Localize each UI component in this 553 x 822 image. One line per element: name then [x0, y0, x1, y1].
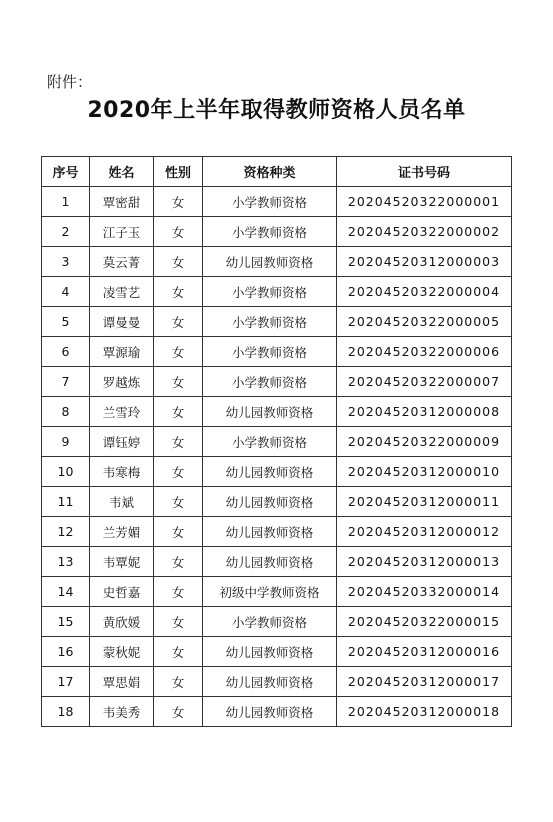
cell-certificate: 20204520312000003 [337, 247, 512, 277]
cell-qualification: 幼儿园教师资格 [203, 397, 337, 427]
table-row [42, 187, 512, 217]
cell-gender: 女 [154, 337, 203, 367]
table-row [42, 637, 512, 667]
cell-name: 韦覃妮 [90, 547, 154, 577]
cell-gender: 女 [154, 547, 203, 577]
cell-name: 兰芳媚 [90, 517, 154, 547]
cell-qualification: 幼儿园教师资格 [203, 547, 337, 577]
column-header-qualification: 资格种类 [203, 157, 337, 187]
table-row [42, 547, 512, 577]
cell-qualification: 幼儿园教师资格 [203, 457, 337, 487]
cell-qualification: 小学教师资格 [203, 367, 337, 397]
cell-name: 史哲嘉 [90, 577, 154, 607]
cell-gender: 女 [154, 427, 203, 457]
cell-certificate: 20204520322000004 [337, 277, 512, 307]
cell-certificate: 20204520322000015 [337, 607, 512, 637]
cell-gender: 女 [154, 307, 203, 337]
cell-qualification: 小学教师资格 [203, 307, 337, 337]
table-row [42, 427, 512, 457]
cell-index: 13 [42, 547, 90, 577]
cell-qualification: 初级中学教师资格 [203, 577, 337, 607]
table-row [42, 577, 512, 607]
cell-qualification: 幼儿园教师资格 [203, 247, 337, 277]
cell-certificate: 20204520312000013 [337, 547, 512, 577]
cell-qualification: 小学教师资格 [203, 607, 337, 637]
cell-index: 5 [42, 307, 90, 337]
cell-index: 18 [42, 697, 90, 727]
cell-qualification: 小学教师资格 [203, 277, 337, 307]
column-header-gender: 性别 [154, 157, 203, 187]
cell-index: 1 [42, 187, 90, 217]
cell-index: 16 [42, 637, 90, 667]
cell-index: 3 [42, 247, 90, 277]
cell-name: 覃思娟 [90, 667, 154, 697]
cell-name: 韦美秀 [90, 697, 154, 727]
cell-qualification: 幼儿园教师资格 [203, 487, 337, 517]
cell-qualification: 幼儿园教师资格 [203, 517, 337, 547]
cell-index: 17 [42, 667, 90, 697]
cell-certificate: 20204520312000008 [337, 397, 512, 427]
cell-certificate: 20204520322000001 [337, 187, 512, 217]
cell-name: 黄欣媛 [90, 607, 154, 637]
cell-name: 罗越炼 [90, 367, 154, 397]
cell-gender: 女 [154, 457, 203, 487]
cell-certificate: 20204520312000011 [337, 487, 512, 517]
cell-name: 覃源瑜 [90, 337, 154, 367]
table-row [42, 247, 512, 277]
cell-qualification: 小学教师资格 [203, 217, 337, 247]
cell-name: 韦斌 [90, 487, 154, 517]
cell-index: 15 [42, 607, 90, 637]
cell-gender: 女 [154, 187, 203, 217]
cell-index: 11 [42, 487, 90, 517]
cell-index: 7 [42, 367, 90, 397]
cell-qualification: 幼儿园教师资格 [203, 667, 337, 697]
cell-qualification: 幼儿园教师资格 [203, 697, 337, 727]
cell-gender: 女 [154, 637, 203, 667]
table-row [42, 307, 512, 337]
cell-certificate: 20204520312000016 [337, 637, 512, 667]
cell-gender: 女 [154, 397, 203, 427]
table-row [42, 217, 512, 247]
cell-certificate: 20204520322000002 [337, 217, 512, 247]
cell-gender: 女 [154, 667, 203, 697]
cell-gender: 女 [154, 277, 203, 307]
cell-qualification: 小学教师资格 [203, 187, 337, 217]
cell-name: 谭曼曼 [90, 307, 154, 337]
cell-certificate: 20204520312000010 [337, 457, 512, 487]
cell-index: 4 [42, 277, 90, 307]
table-row [42, 337, 512, 367]
cell-name: 覃密甜 [90, 187, 154, 217]
column-header-certificate: 证书号码 [337, 157, 512, 187]
table-row [42, 517, 512, 547]
cell-qualification: 幼儿园教师资格 [203, 637, 337, 667]
cell-gender: 女 [154, 217, 203, 247]
table-row [42, 457, 512, 487]
cell-name: 谭钰婷 [90, 427, 154, 457]
cell-qualification: 小学教师资格 [203, 427, 337, 457]
page-title: 2020年上半年取得教师资格人员名单 [87, 98, 466, 123]
cell-name: 江子玉 [90, 217, 154, 247]
table-row [42, 367, 512, 397]
column-header-name: 姓名 [90, 157, 154, 187]
table-row [42, 697, 512, 727]
teacher-qualification-table [41, 156, 512, 727]
table-row [42, 487, 512, 517]
cell-index: 8 [42, 397, 90, 427]
table-row [42, 397, 512, 427]
cell-index: 14 [42, 577, 90, 607]
cell-certificate: 20204520322000009 [337, 427, 512, 457]
cell-name: 兰雪玲 [90, 397, 154, 427]
cell-name: 凌雪艺 [90, 277, 154, 307]
cell-name: 韦寒梅 [90, 457, 154, 487]
cell-index: 6 [42, 337, 90, 367]
cell-qualification: 小学教师资格 [203, 337, 337, 367]
table-row [42, 667, 512, 697]
cell-index: 9 [42, 427, 90, 457]
table-row [42, 277, 512, 307]
cell-certificate: 20204520332000014 [337, 577, 512, 607]
cell-gender: 女 [154, 697, 203, 727]
cell-gender: 女 [154, 517, 203, 547]
cell-gender: 女 [154, 487, 203, 517]
cell-certificate: 20204520312000018 [337, 697, 512, 727]
cell-index: 12 [42, 517, 90, 547]
cell-certificate: 20204520312000017 [337, 667, 512, 697]
table-row [42, 607, 512, 637]
cell-certificate: 20204520322000007 [337, 367, 512, 397]
cell-name: 莫云菁 [90, 247, 154, 277]
cell-index: 2 [42, 217, 90, 247]
cell-gender: 女 [154, 367, 203, 397]
attachment-label: 附件： [47, 73, 93, 91]
column-header-index: 序号 [42, 157, 90, 187]
cell-index: 10 [42, 457, 90, 487]
cell-gender: 女 [154, 247, 203, 277]
cell-name: 蒙秋妮 [90, 637, 154, 667]
cell-certificate: 20204520322000006 [337, 337, 512, 367]
cell-gender: 女 [154, 577, 203, 607]
table-header-row [42, 157, 512, 187]
cell-certificate: 20204520312000012 [337, 517, 512, 547]
cell-certificate: 20204520322000005 [337, 307, 512, 337]
cell-gender: 女 [154, 607, 203, 637]
